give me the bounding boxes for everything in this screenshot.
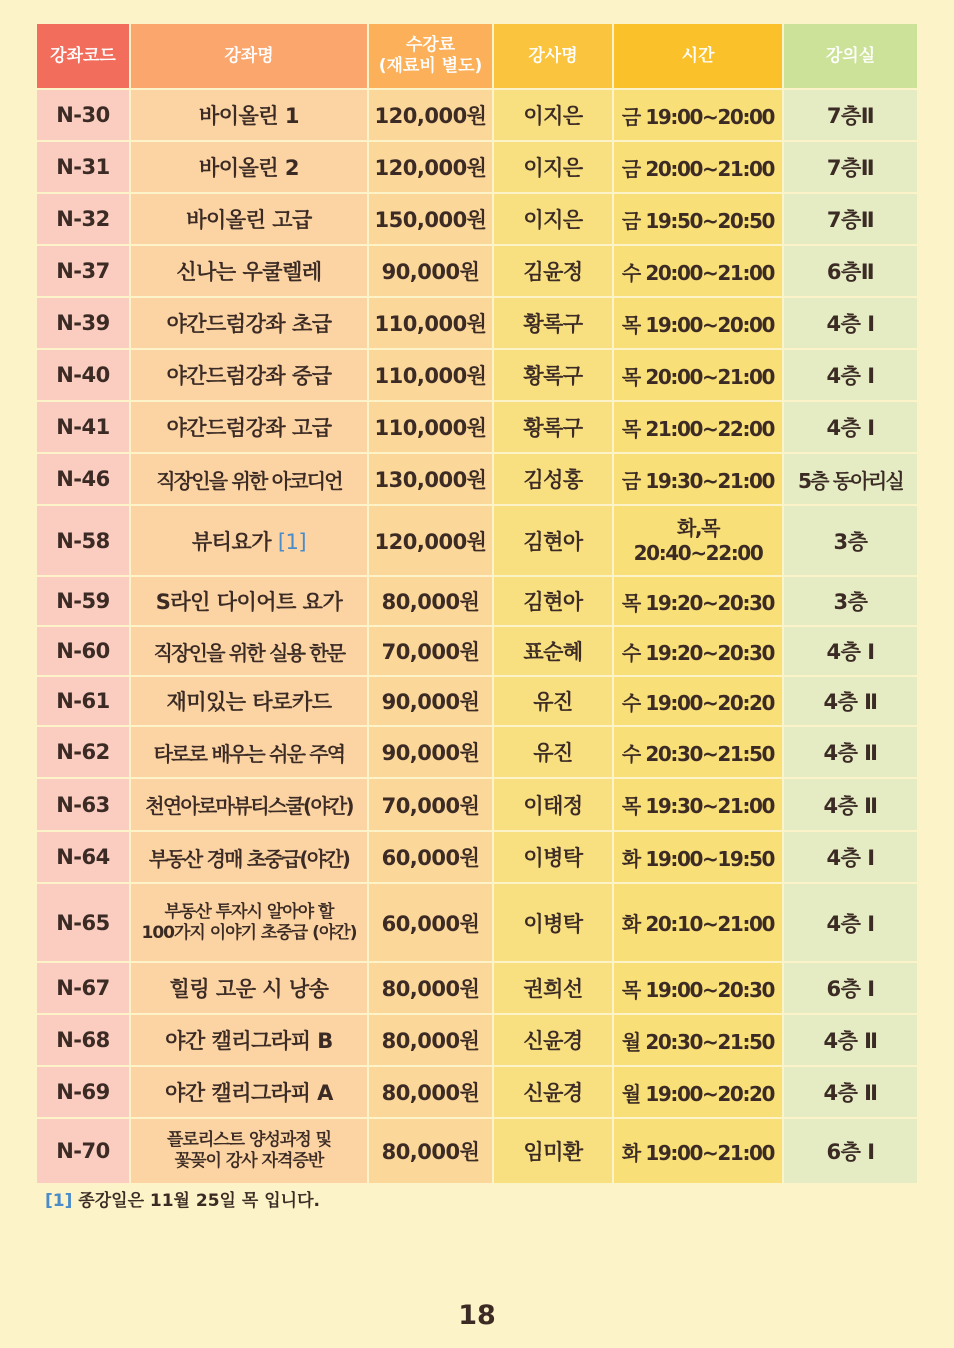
course-time: 수 20:00~21:00 — [614, 246, 782, 296]
course-instructor: 황록구 — [494, 402, 612, 452]
course-hours: 20:40~22:00 — [633, 540, 763, 565]
course-room: 7층Ⅱ — [784, 142, 917, 192]
course-time: 수 19:20~20:30 — [614, 627, 782, 675]
course-time: 목 19:00~20:30 — [614, 963, 782, 1013]
course-instructor: 유진 — [494, 677, 612, 725]
course-fee: 60,000원 — [369, 832, 492, 882]
footnote-reference-link[interactable]: [1] — [277, 529, 307, 554]
course-room: 3층 — [784, 577, 917, 625]
header-fee — [369, 24, 492, 88]
header-code: 강좌코드 — [37, 24, 129, 88]
course-name-line2: 꽃꽂이 강사 자격증반 — [174, 1151, 324, 1171]
course-code: N-59 — [37, 577, 129, 625]
course-room: 6층Ⅱ — [784, 246, 917, 296]
course-room: 4층 Ⅰ — [784, 832, 917, 882]
course-fee: 70,000원 — [369, 627, 492, 675]
course-time: 화 19:00~19:50 — [614, 832, 782, 882]
table-row — [37, 350, 917, 400]
page-number: 18 — [458, 1300, 496, 1331]
course-instructor: 표순혜 — [494, 627, 612, 675]
header-row — [37, 24, 917, 88]
table-row — [37, 90, 917, 140]
course-name: 바이올린 2 — [131, 142, 367, 192]
course-name: 야간드럼강좌 초급 — [131, 298, 367, 348]
table-row — [37, 677, 917, 725]
course-name: S라인 다이어트 요가 — [131, 577, 367, 625]
course-room: 4층 Ⅰ — [784, 402, 917, 452]
course-name: 야간 캘리그라피 B — [131, 1015, 367, 1065]
table-row — [37, 142, 917, 192]
course-fee: 90,000원 — [369, 246, 492, 296]
course-instructor: 권희선 — [494, 963, 612, 1013]
course-time: 월 19:00~20:20 — [614, 1067, 782, 1117]
course-fee: 120,000원 — [369, 142, 492, 192]
course-name: 바이올린 1 — [131, 90, 367, 140]
course-instructor: 유진 — [494, 727, 612, 777]
course-instructor: 이태정 — [494, 779, 612, 830]
footnote — [45, 1186, 320, 1211]
course-room: 4층 Ⅰ — [784, 884, 917, 961]
course-room: 4층 Ⅰ — [784, 298, 917, 348]
footnote-text: 종강일은 11월 25일 목 입니다. — [78, 1191, 320, 1211]
course-instructor: 신윤경 — [494, 1015, 612, 1065]
course-name-line2: 100가지 이야기 초중급 (야간) — [141, 922, 357, 943]
course-room: 7층Ⅱ — [784, 90, 917, 140]
course-code: N-60 — [37, 627, 129, 675]
course-fee: 80,000원 — [369, 963, 492, 1013]
course-room: 6층 Ⅰ — [784, 1119, 917, 1183]
table-row — [37, 298, 917, 348]
course-time: 목 19:30~21:00 — [614, 779, 782, 830]
course-time: 수 20:30~21:50 — [614, 727, 782, 777]
course-time: 목 20:00~21:00 — [614, 350, 782, 400]
table-row — [37, 454, 917, 504]
header-name: 강좌명 — [131, 24, 367, 88]
course-fee: 130,000원 — [369, 454, 492, 504]
course-room: 4층 Ⅱ — [784, 727, 917, 777]
header-fee-line1: 수강료 — [405, 35, 456, 55]
course-name: 신나는 우쿨렐레 — [131, 246, 367, 296]
header-room: 강의실 — [784, 24, 917, 88]
course-fee: 80,000원 — [369, 577, 492, 625]
course-code: N-46 — [37, 454, 129, 504]
course-code: N-63 — [37, 779, 129, 830]
course-name: 직장인을 위한 실용 한문 — [131, 627, 367, 675]
course-fee: 150,000원 — [369, 194, 492, 244]
course-room: 3층 — [784, 506, 917, 575]
course-name — [131, 884, 367, 961]
course-instructor: 이병탁 — [494, 884, 612, 961]
course-code: N-32 — [37, 194, 129, 244]
course-time: 화 20:10~21:00 — [614, 884, 782, 961]
course-time: 금 20:00~21:00 — [614, 142, 782, 192]
course-fee: 110,000원 — [369, 402, 492, 452]
course-code: N-68 — [37, 1015, 129, 1065]
table-row — [37, 577, 917, 625]
course-code: N-39 — [37, 298, 129, 348]
course-code: N-40 — [37, 350, 129, 400]
table-row — [37, 884, 917, 961]
header-time: 시간 — [614, 24, 782, 88]
course-room: 4층 Ⅱ — [784, 677, 917, 725]
course-code: N-70 — [37, 1119, 129, 1183]
table-row — [37, 506, 917, 575]
course-name: 야간드럼강좌 중급 — [131, 350, 367, 400]
course-instructor: 이지은 — [494, 142, 612, 192]
course-name: 부동산 경매 초중급(야간) — [131, 832, 367, 882]
table-row — [37, 1119, 917, 1183]
course-code: N-65 — [37, 884, 129, 961]
course-room: 4층 Ⅱ — [784, 1015, 917, 1065]
table-row — [37, 194, 917, 244]
course-fee: 80,000원 — [369, 1067, 492, 1117]
course-instructor: 김성홍 — [494, 454, 612, 504]
course-time: 금 19:50~20:50 — [614, 194, 782, 244]
course-instructor: 황록구 — [494, 350, 612, 400]
course-name: 힐링 고운 시 낭송 — [131, 963, 367, 1013]
course-instructor: 임미환 — [494, 1119, 612, 1183]
course-code: N-62 — [37, 727, 129, 777]
course-name-text: 뷰티요가 — [191, 529, 272, 554]
course-code: N-41 — [37, 402, 129, 452]
course-instructor: 신윤경 — [494, 1067, 612, 1117]
course-fee: 120,000원 — [369, 506, 492, 575]
course-name: 직장인을 위한 아코디언 — [131, 454, 367, 504]
footnote-marker: [1] — [45, 1191, 73, 1211]
course-fee: 60,000원 — [369, 884, 492, 961]
course-room: 4층 Ⅰ — [784, 350, 917, 400]
course-room: 6층 Ⅰ — [784, 963, 917, 1013]
course-fee: 90,000원 — [369, 727, 492, 777]
course-code: N-30 — [37, 90, 129, 140]
course-fee: 80,000원 — [369, 1015, 492, 1065]
course-code: N-67 — [37, 963, 129, 1013]
course-fee: 90,000원 — [369, 677, 492, 725]
course-time: 수 19:00~20:20 — [614, 677, 782, 725]
course-code: N-37 — [37, 246, 129, 296]
course-time: 목 19:20~20:30 — [614, 577, 782, 625]
course-instructor: 이병탁 — [494, 832, 612, 882]
header-fee-line2: (재료비 별도) — [378, 56, 483, 76]
course-fee: 110,000원 — [369, 298, 492, 348]
course-time: 목 19:00~20:00 — [614, 298, 782, 348]
course-schedule-table — [35, 22, 919, 1185]
course-instructor: 김현아 — [494, 506, 612, 575]
course-time: 화 19:00~21:00 — [614, 1119, 782, 1183]
table-row — [37, 963, 917, 1013]
course-room: 7층Ⅱ — [784, 194, 917, 244]
course-room: 4층 Ⅱ — [784, 1067, 917, 1117]
table-row — [37, 402, 917, 452]
course-name — [131, 506, 367, 575]
course-room: 4층 Ⅰ — [784, 627, 917, 675]
course-time: 금 19:00~20:00 — [614, 90, 782, 140]
course-days: 화,목 — [676, 515, 720, 540]
course-name: 천연아로마뷰티스쿨(야간) — [131, 779, 367, 830]
course-name: 재미있는 타로카드 — [131, 677, 367, 725]
course-instructor: 이지은 — [494, 90, 612, 140]
table-row — [37, 1015, 917, 1065]
course-instructor: 김현아 — [494, 577, 612, 625]
course-name-line1: 플로리스트 양성과정 및 — [166, 1130, 332, 1150]
course-name — [131, 1119, 367, 1183]
course-room: 4층 Ⅱ — [784, 779, 917, 830]
course-instructor: 김윤정 — [494, 246, 612, 296]
header-instructor: 강사명 — [494, 24, 612, 88]
course-code: N-58 — [37, 506, 129, 575]
course-fee: 70,000원 — [369, 779, 492, 830]
course-code: N-69 — [37, 1067, 129, 1117]
course-time: 목 21:00~22:00 — [614, 402, 782, 452]
course-name: 야간드럼강좌 고급 — [131, 402, 367, 452]
table-row — [37, 779, 917, 830]
course-time: 금 19:30~21:00 — [614, 454, 782, 504]
table-row — [37, 1067, 917, 1117]
course-name: 타로로 배우는 쉬운 주역 — [131, 727, 367, 777]
course-room: 5층 동아리실 — [784, 454, 917, 504]
table-row — [37, 246, 917, 296]
table-row — [37, 727, 917, 777]
course-code: N-61 — [37, 677, 129, 725]
course-fee: 80,000원 — [369, 1119, 492, 1183]
course-time: 월 20:30~21:50 — [614, 1015, 782, 1065]
course-name: 야간 캘리그라피 A — [131, 1067, 367, 1117]
course-time — [614, 506, 782, 575]
course-instructor: 황록구 — [494, 298, 612, 348]
course-code: N-31 — [37, 142, 129, 192]
course-name-line1: 부동산 투자시 알아야 할 — [164, 901, 334, 922]
course-code: N-64 — [37, 832, 129, 882]
table-row — [37, 627, 917, 675]
course-fee: 110,000원 — [369, 350, 492, 400]
course-instructor: 이지은 — [494, 194, 612, 244]
course-name: 바이올린 고급 — [131, 194, 367, 244]
table-row — [37, 832, 917, 882]
course-fee: 120,000원 — [369, 90, 492, 140]
